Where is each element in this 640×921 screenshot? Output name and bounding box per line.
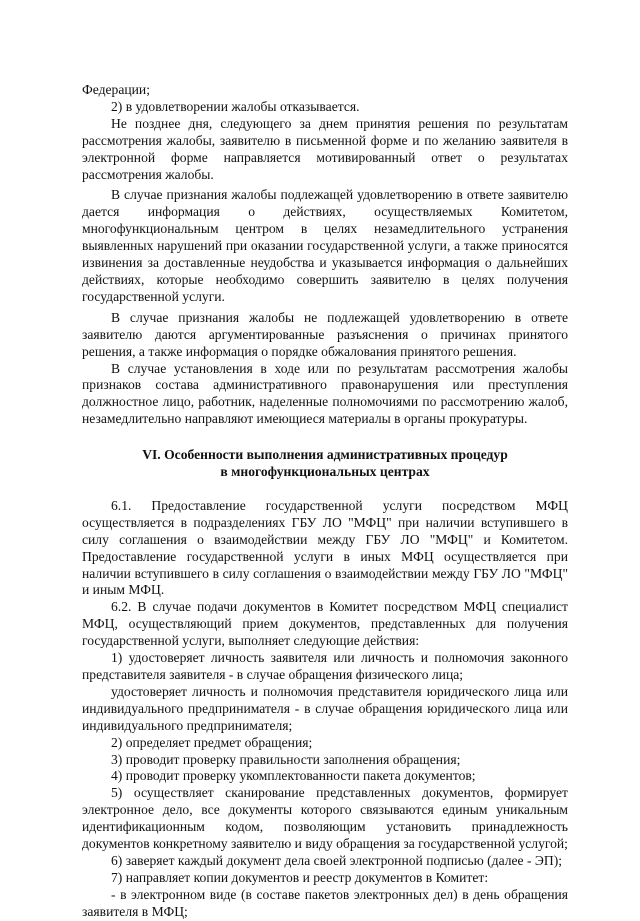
list-item: - в электронном виде (в составе пакетов электронных дел) в день обращения заявителя в МФЦ; — [82, 886, 568, 919]
paragraph: В случае признания жалобы не подлежащей удовлетворению в ответе заявителю даются аргументированные разъяснения о причинах принятого решения, а также информация о порядке обжалования принятого решения. — [82, 309, 568, 359]
paragraph: 2) в удовлетворении жалобы отказывается. — [111, 98, 360, 114]
list-item: 3) проводит проверку правильности заполнения обращения; — [111, 751, 461, 767]
section-title-line-1: VI. Особенности выполнения административных процедур — [142, 447, 508, 463]
list-item: 2) определяет предмет обращения; — [111, 734, 313, 750]
list-item: 6) заверяет каждый документ дела своей электронной подписью (далее - ЭП); — [111, 852, 563, 868]
document-body — [82, 82, 568, 921]
list-item: 7) направляет копии документов и реестр документов в Комитет: — [111, 869, 489, 885]
list-item: 1) удостоверяет личность заявителя или личность и полномочия законного представителя заявителя - в случае обращения физического лица; — [82, 650, 568, 682]
list-item: 4) проводит проверку укомплектованности пакета документов; — [111, 768, 476, 784]
section-title-line-2: в многофункциональных центрах — [220, 464, 430, 480]
paragraph: 6.2. В случае подачи документов в Комитет посредством МФЦ специалист МФЦ, осуществляющий прием документов, представленных для получения государственной услуги, выполняет следующие действия: — [82, 599, 568, 649]
section-heading — [82, 447, 568, 481]
paragraph: В случае установления в ходе или по результатам рассмотрения жалобы признаков состава административного правонарушения или преступления должностное лицо, работник, наделенные полномочиями по рассмотрению жалоб, незамедлительно направляют имеющиеся материалы в органы прокуратуры. — [82, 360, 568, 427]
paragraph: 6.1. Предоставление государственной услуги посредством МФЦ осуществляется в подразделениях ГБУ ЛО "МФЦ" при наличии вступившего в силу соглашения о взаимодействии между ГБУ ЛО "МФЦ" и Комитетом. Предоставление государственной услуги в иных МФЦ осуществляется при наличии вступившего в силу соглашения о взаимодействии между ГБУ ЛО "МФЦ" и иным МФЦ. — [82, 497, 568, 598]
paragraph: В случае признания жалобы подлежащей удовлетворению в ответе заявителю дается информация о действиях, осуществляемых Комитетом, многофункциональным центром в целях незамедлительного устранения выявленных нарушений при оказании государственной услуги, а также приносятся извинения за доставленные неудобства и указывается информация о дальнейших действиях, которые необходимо совершить заявителю в целях получения государственной услуги. — [82, 187, 568, 304]
paragraph: Федерации; — [82, 82, 150, 97]
list-item: удостоверяет личность и полномочия представителя юридического лица или индивидуального предпринимателя - в случае обращения юридического лица или индивидуального предпринимателя; — [82, 683, 568, 733]
paragraph: Не позднее дня, следующего за днем принятия решения по результатам рассмотрения жалобы, заявителю в письменной форме и по желанию заявителя в электронной форме направляется мотивированный ответ о результатах рассмотрения жалобы. — [82, 115, 568, 182]
list-item: 5) осуществляет сканирование представленных документов, формирует электронное дело, все документы которого связываются единым уникальным идентификационным кодом, позволяющим установить принадлежность документов конкретному заявителю и виду обращения за государственной услугой; — [82, 785, 568, 852]
